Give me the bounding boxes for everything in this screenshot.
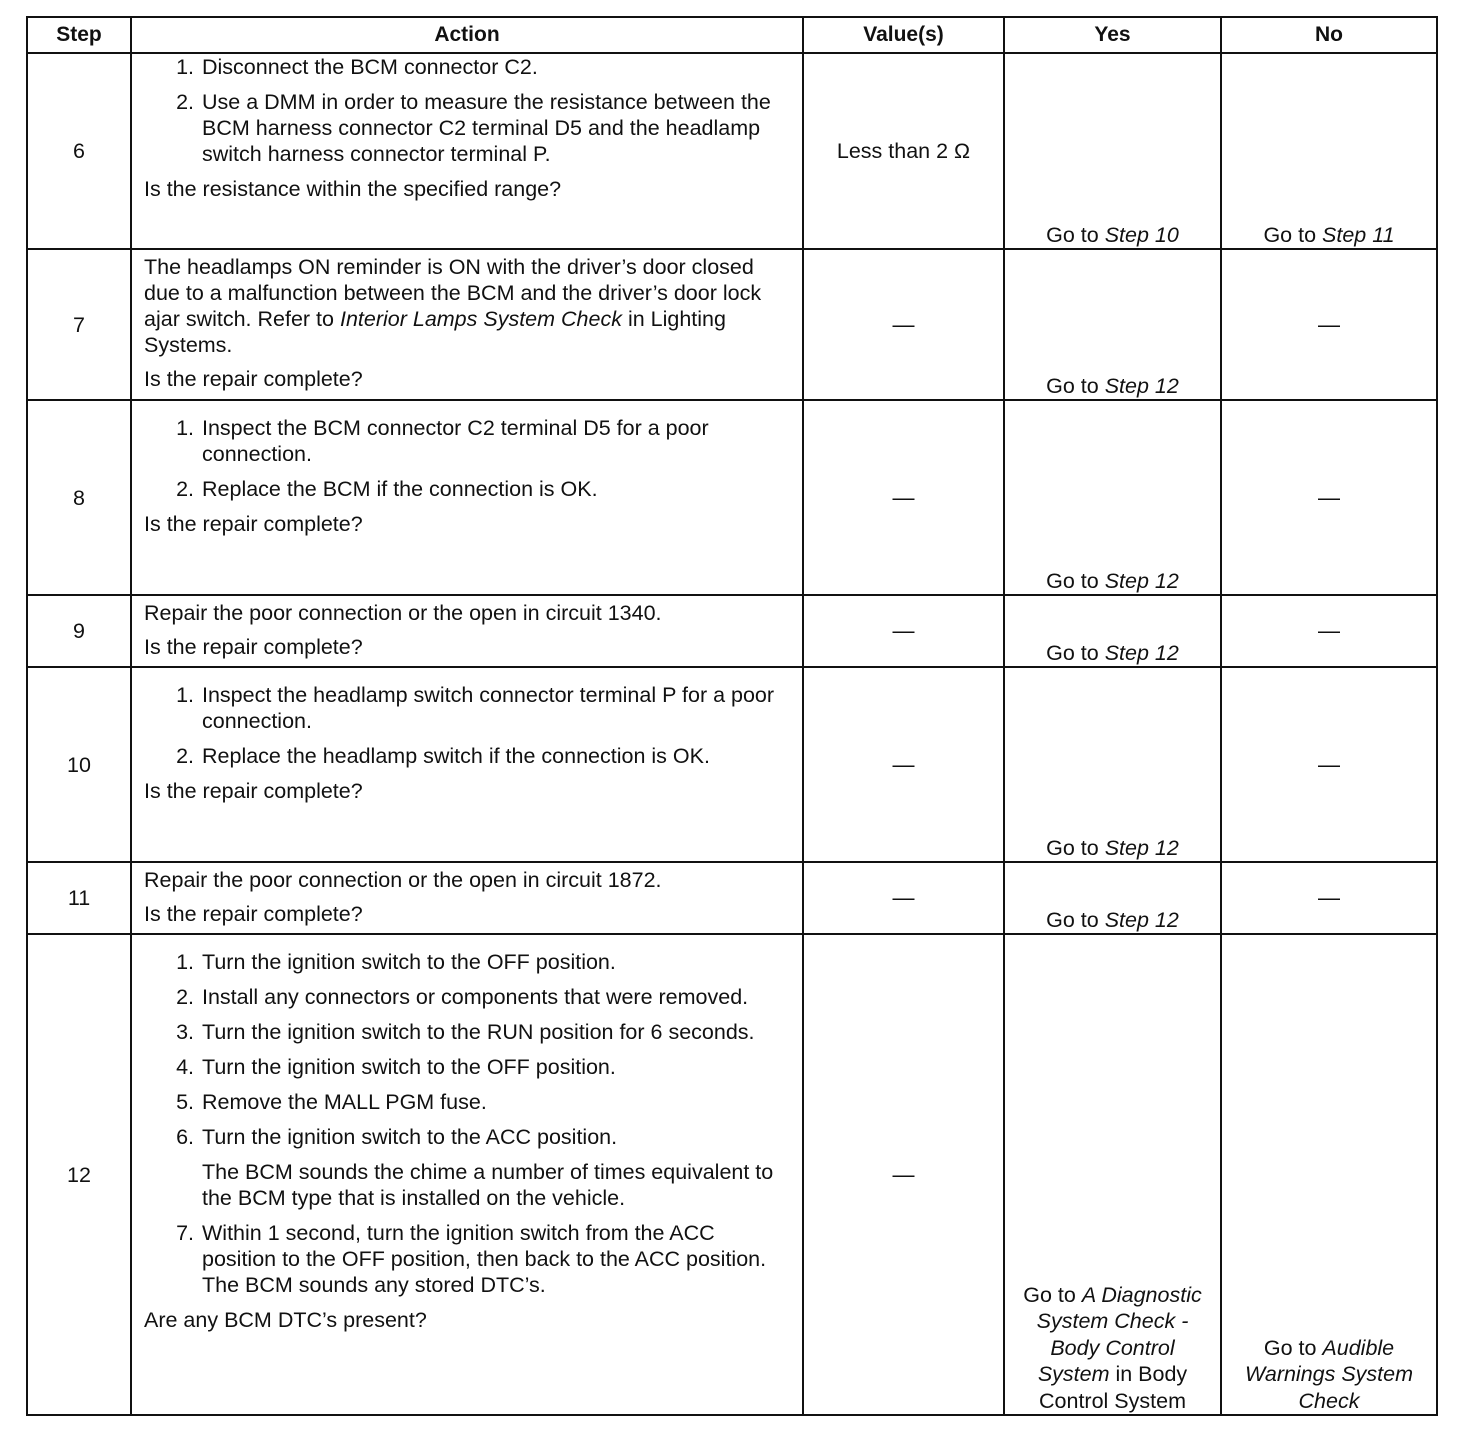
table-row-step-6 xyxy=(27,53,1437,249)
action-cell xyxy=(131,53,803,249)
step-number: 12 xyxy=(27,934,131,1415)
header-step: Step xyxy=(27,17,131,53)
yes-link[interactable]: Step 12 xyxy=(1104,641,1179,665)
action-step-item: 1. Turn the ignition switch to the OFF position. xyxy=(200,949,790,975)
yes-link[interactable]: Step 12 xyxy=(1104,836,1179,860)
action-question: Is the resistance within the specified range? xyxy=(144,177,562,201)
no-cell: — xyxy=(1221,400,1437,595)
action-step-item: 3. Turn the ignition switch to the RUN position for 6 seconds. xyxy=(200,1019,790,1045)
action-text: Repair the poor connection or the open in circuit 1340. xyxy=(144,601,662,625)
action-text: The headlamps ON reminder is ON with the driver’s door closed due to a malfunction between the BCM and the driver’s door lock ajar switch. Refer to Interior Lamps System Check in Lighting Systems. xyxy=(144,255,762,357)
no-cell: Go to Audible Warnings System Check xyxy=(1221,934,1437,1415)
action-cell xyxy=(131,595,803,667)
yes-cell: Go to A Diagnostic System Check - Body Control System in Body Control System xyxy=(1004,934,1221,1415)
yes-cell: Go to Step 12 xyxy=(1004,667,1221,862)
no-cell xyxy=(1221,53,1437,249)
value-cell: — xyxy=(803,934,1004,1415)
step-number: 9 xyxy=(27,595,131,667)
action-steps xyxy=(144,415,790,511)
action-cell xyxy=(131,400,803,595)
value-cell: — xyxy=(803,862,1004,934)
action-step-item: 2. Install any connectors or components that were removed. xyxy=(200,984,790,1010)
action-cell xyxy=(131,667,803,862)
yes-link[interactable]: Step 10 xyxy=(1104,223,1179,247)
yes-cell: Go to Step 12 xyxy=(1004,249,1221,400)
header-action: Action xyxy=(131,17,803,53)
step-number: 6 xyxy=(27,53,131,249)
header-yes: Yes xyxy=(1004,17,1221,53)
action-step-item: 1. Inspect the BCM connector C2 terminal D5 for a poor connection. xyxy=(200,415,790,467)
action-steps xyxy=(144,949,790,1307)
action-link[interactable]: Interior Lamps System Check xyxy=(339,307,622,331)
header-row xyxy=(27,17,1437,53)
table-row-step-12 xyxy=(27,934,1437,1415)
action-question: Is the repair complete? xyxy=(144,779,363,803)
yes-link[interactable]: Step 12 xyxy=(1104,569,1179,593)
no-prefix: Go to xyxy=(1263,223,1323,247)
yes-link[interactable]: Step 12 xyxy=(1104,374,1179,398)
no-link[interactable]: Audible Warnings System Check xyxy=(1244,1335,1414,1413)
action-step-item: 2. Replace the BCM if the connection is OK. xyxy=(200,476,790,502)
action-step-item: 6. Turn the ignition switch to the ACC position. The BCM sounds the chime a number of times equivalent to the BCM type that is installed on the vehicle. xyxy=(200,1124,790,1211)
step-number: 11 xyxy=(27,862,131,934)
action-question: Is the repair complete? xyxy=(144,635,363,659)
no-cell: — xyxy=(1221,862,1437,934)
action-cell xyxy=(131,862,803,934)
yes-cell: Go to Step 12 xyxy=(1004,400,1221,595)
action-cell xyxy=(131,934,803,1415)
action-question: Is the repair complete? xyxy=(144,512,363,536)
table-row-step-8 xyxy=(27,400,1437,595)
yes-prefix: Go to xyxy=(1046,223,1105,247)
action-step-item: 2. Replace the headlamp switch if the connection is OK. xyxy=(200,743,790,769)
table-row-step-7 xyxy=(27,249,1437,400)
step-number: 7 xyxy=(27,249,131,400)
table-row-step-11 xyxy=(27,862,1437,934)
yes-link[interactable]: A Diagnostic System Check - Body Control System xyxy=(1036,1282,1202,1386)
yes-cell: Go to Step 12 xyxy=(1004,595,1221,667)
yes-cell xyxy=(1004,53,1221,249)
action-question: Is the repair complete? xyxy=(144,367,363,391)
action-text: Repair the poor connection or the open in circuit 1872. xyxy=(144,868,662,892)
action-step-item: 7. Within 1 second, turn the ignition switch from the ACC position to the OFF position, then back to the ACC position. The BCM sounds any stored DTC’s. xyxy=(200,1220,790,1298)
action-step-item: 4. Turn the ignition switch to the OFF position. xyxy=(200,1054,790,1080)
action-question: Are any BCM DTC’s present? xyxy=(144,1308,427,1332)
action-step-item: 1. Inspect the headlamp switch connector terminal P for a poor connection. xyxy=(200,682,790,734)
value-cell: — xyxy=(803,595,1004,667)
value-cell: Less than 2 Ω xyxy=(803,53,1004,249)
action-note: The BCM sounds the chime a number of times equivalent to the BCM type that is installed on the vehicle. xyxy=(202,1160,774,1210)
no-cell: — xyxy=(1221,249,1437,400)
yes-cell: Go to Step 12 xyxy=(1004,862,1221,934)
header-no: No xyxy=(1221,17,1437,53)
value-cell: — xyxy=(803,249,1004,400)
action-steps xyxy=(144,682,790,778)
action-question: Is the repair complete? xyxy=(144,902,363,926)
action-step-item: 1. Disconnect the BCM connector C2. xyxy=(200,54,790,80)
diagnostic-table xyxy=(26,16,1438,1416)
no-cell: — xyxy=(1221,667,1437,862)
step-number: 8 xyxy=(27,400,131,595)
action-step-item: 2. Use a DMM in order to measure the resistance between the BCM harness connector C2 terminal D5 and the headlamp switch harness connector terminal P. xyxy=(200,89,790,167)
step-number: 10 xyxy=(27,667,131,862)
no-cell: — xyxy=(1221,595,1437,667)
action-step-item: 5. Remove the MALL PGM fuse. xyxy=(200,1089,790,1115)
action-steps xyxy=(144,54,790,176)
value-cell: — xyxy=(803,400,1004,595)
value-cell: — xyxy=(803,667,1004,862)
header-values: Value(s) xyxy=(803,17,1004,53)
no-link[interactable]: Step 11 xyxy=(1322,223,1395,247)
table-row-step-10 xyxy=(27,667,1437,862)
yes-link[interactable]: Step 12 xyxy=(1104,908,1179,932)
action-cell xyxy=(131,249,803,400)
table-row-step-9 xyxy=(27,595,1437,667)
